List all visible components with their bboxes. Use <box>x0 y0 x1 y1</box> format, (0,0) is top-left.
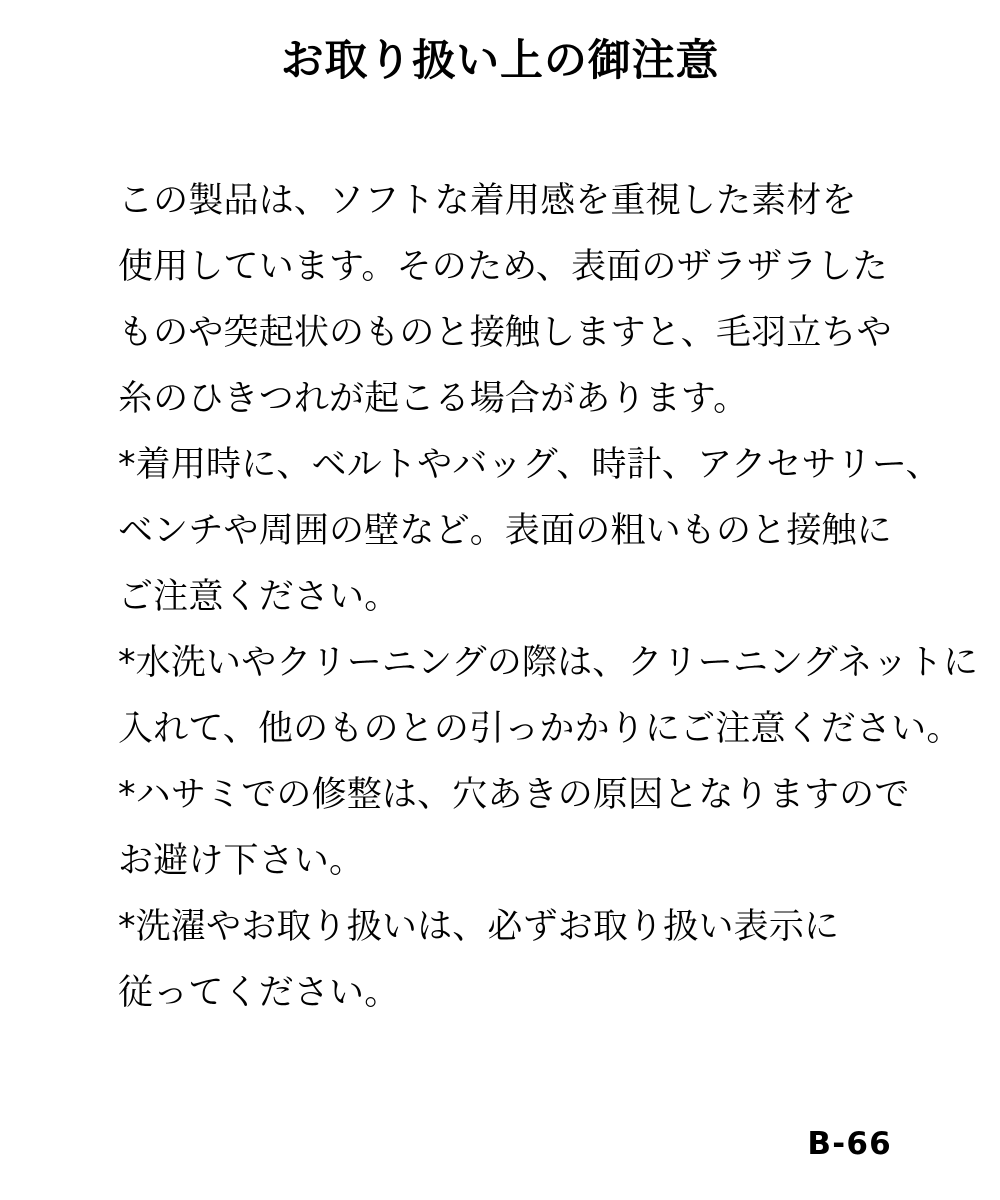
notice-line: *洗濯やお取り扱いは、必ずお取り扱い表示に <box>118 907 840 947</box>
page-title: お取り扱い上の御注意 <box>280 36 720 86</box>
notice-line: *ハサミでの修整は、穴あきの原因となりますので <box>118 775 910 815</box>
notice-body <box>118 168 979 1026</box>
notice-line: 使用しています。そのため、表面のザラザラした <box>118 247 888 287</box>
notice-line: ものや突起状のものと接触しますと、毛羽立ちや <box>118 313 892 353</box>
notice-line: ベンチや周囲の壁など。表面の粗いものと接触に <box>118 511 892 551</box>
notice-line: お避け下さい。 <box>118 841 365 881</box>
notice-line: 従ってください。 <box>118 973 400 1013</box>
notice-line: *水洗いやクリーニングの際は、クリーニングネットに <box>118 643 979 683</box>
page-code: B-66 <box>807 1126 892 1162</box>
notice-line: 糸のひきつれが起こる場合があります。 <box>118 379 749 419</box>
notice-line: 入れて、他のものとの引っかかりにご注意ください。 <box>118 709 962 749</box>
notice-line: ご注意ください。 <box>118 577 400 617</box>
notice-line: *着用時に、ベルトやバッグ、時計、アクセサリー、 <box>118 445 941 485</box>
notice-line: この製品は、ソフトな着用感を重視した素材を <box>118 181 857 221</box>
